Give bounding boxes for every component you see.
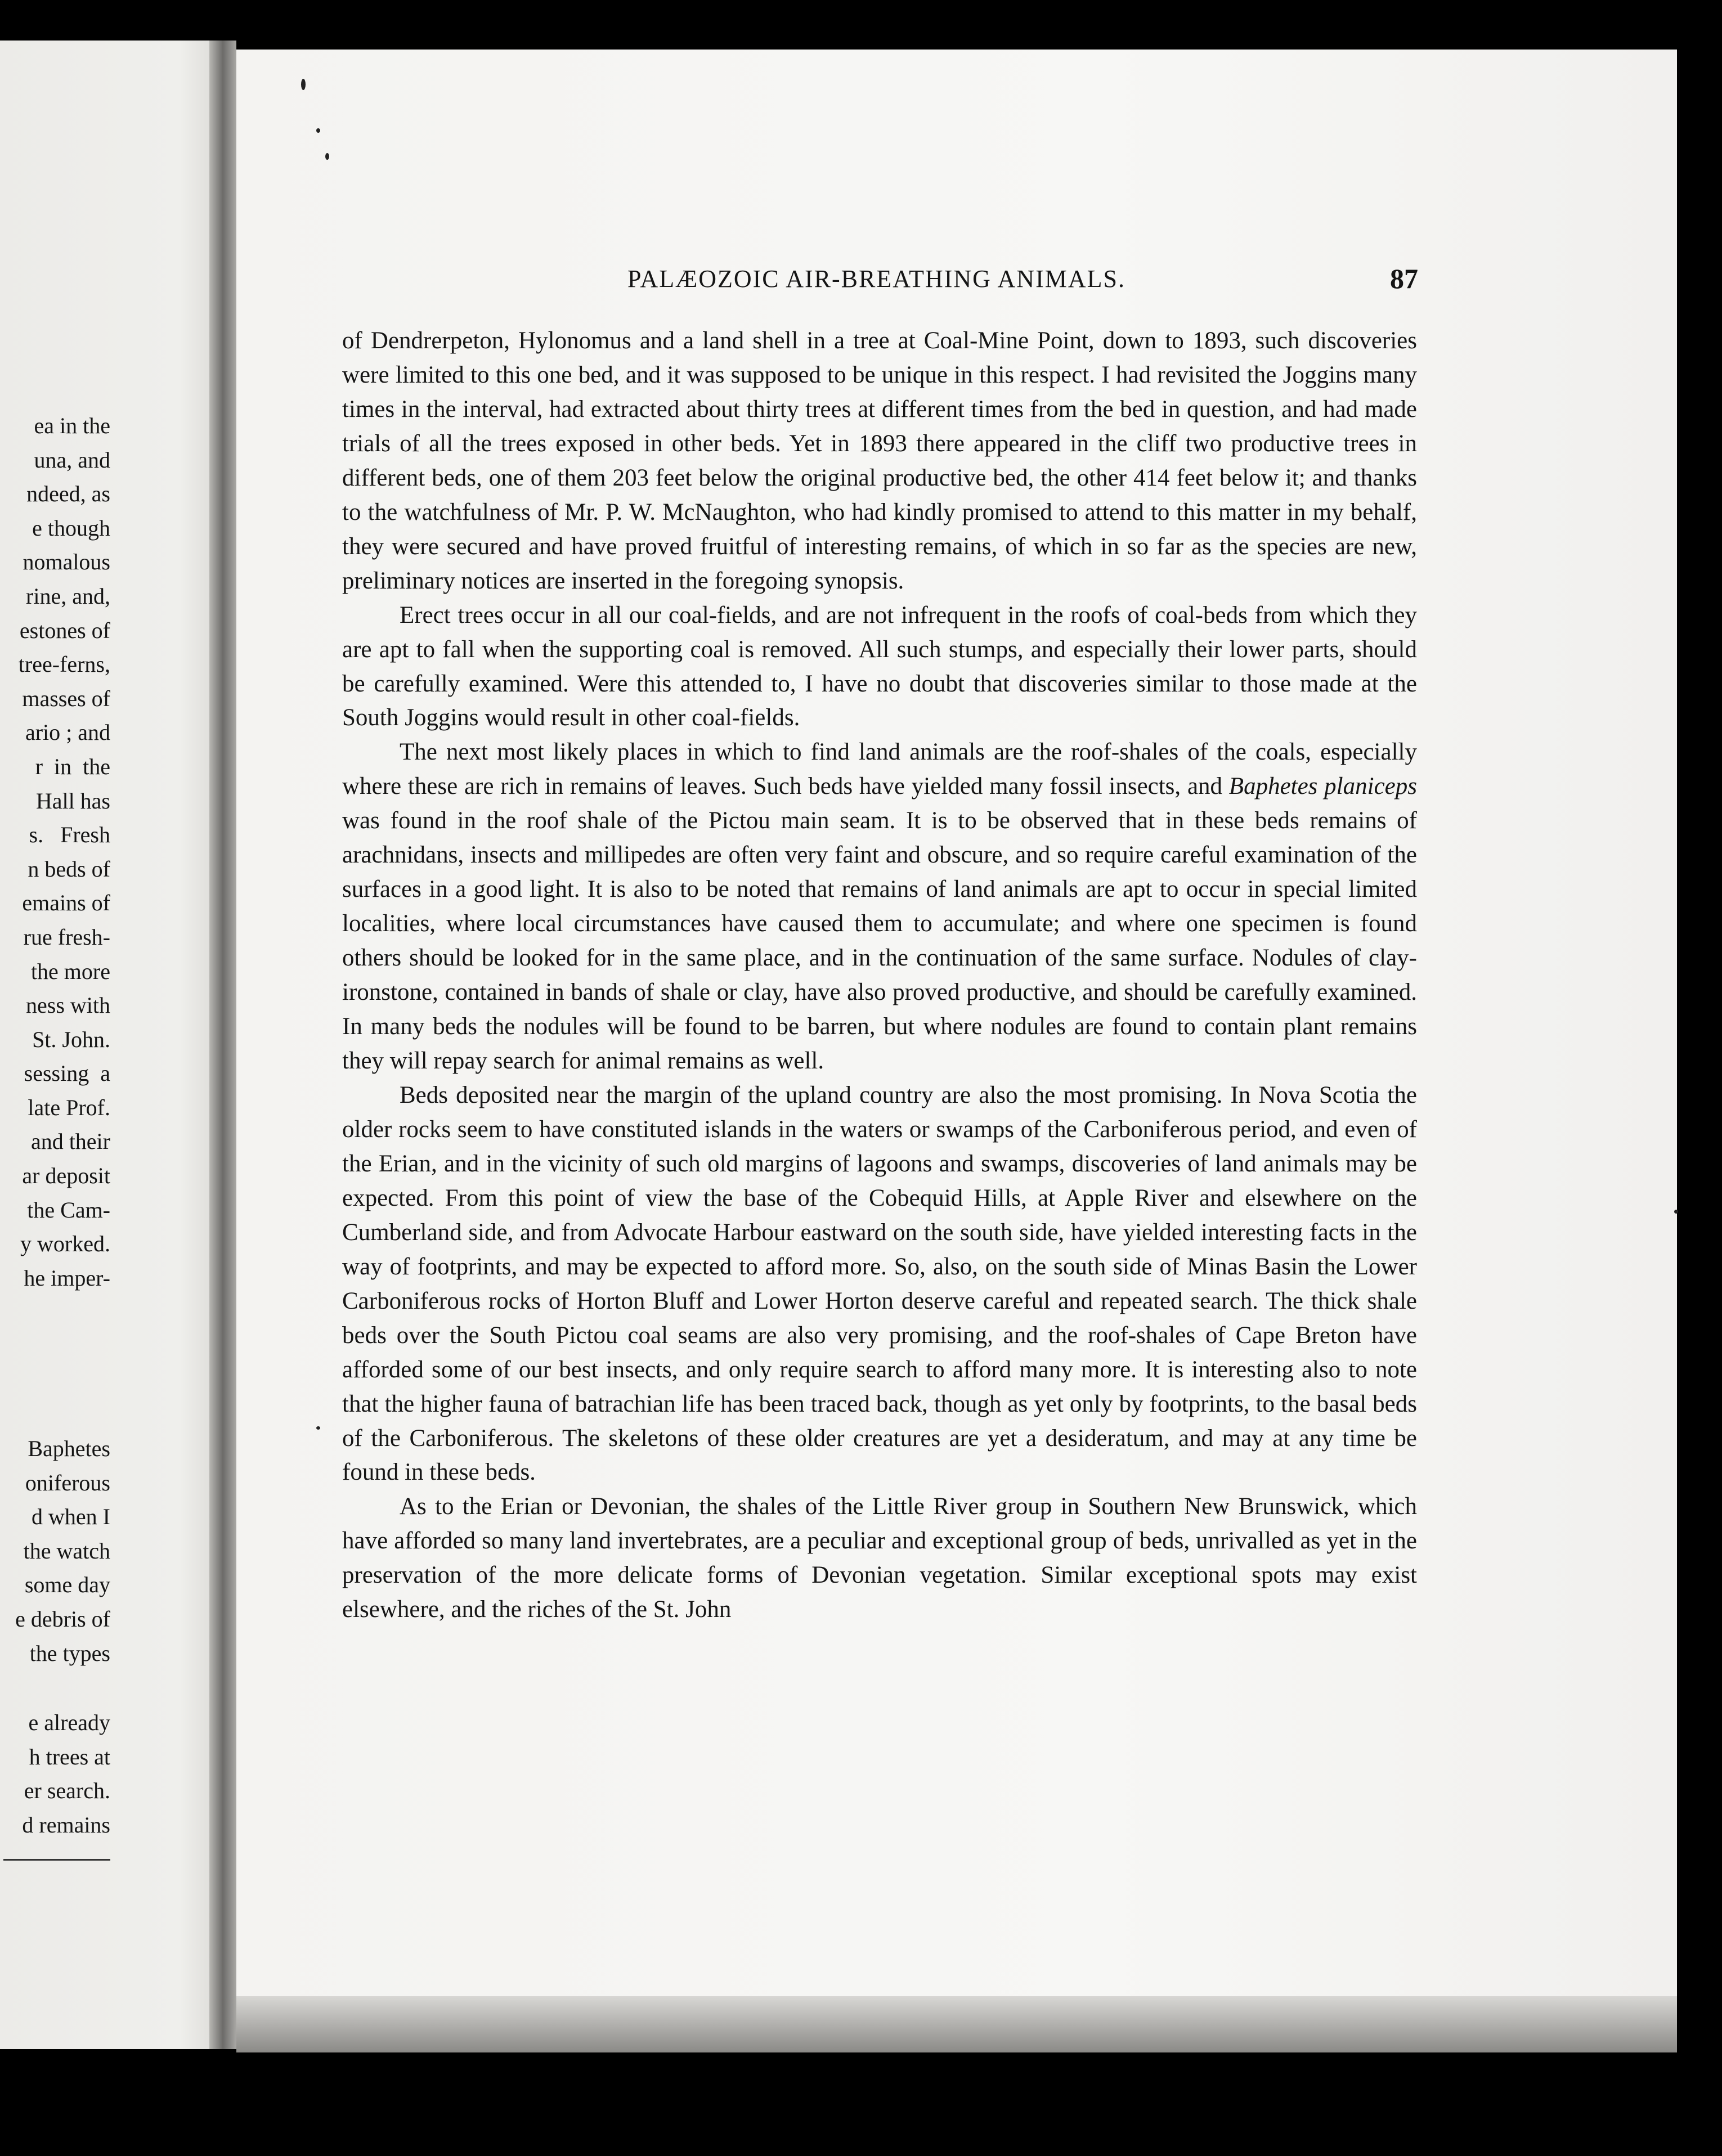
facing-page-text-block-3: e already h trees at er search. d remains: [22, 1710, 110, 1838]
page-number: 87: [1390, 263, 1418, 294]
facing-page: [0, 41, 225, 2049]
scan-speck: [316, 128, 320, 133]
scan-speck: [301, 79, 306, 90]
paragraph-2: Erect trees occur in all our coal-fields, and are not infrequent in the roofs of coal-beds from which they are apt to fall when the supporting coal is removed. All such stumps, and especially their lower parts, should be carefully examined. Were this attended to, I have no doubt that discoveries similar to those made at the South Joggins would result in other coal-fields.: [342, 601, 1417, 731]
body-text: [342, 324, 1417, 1627]
paragraph-3: [342, 735, 1417, 1079]
book-gutter: [209, 41, 236, 2049]
paragraph-5: As to the Erian or Devonian, the shales of the Little River group in Southern New Brunswick, which have afforded so many land invertebrates, are a peculiar and exceptional group of beds, unrivalled as yet in the preservation of the more delicate forms of Devonian vegetation. Similar exceptional spots may exist elsewhere, and the riches of the St. John: [342, 1493, 1417, 1623]
scan-speck: [1674, 1210, 1678, 1214]
paragraph-1: of Dendrerpeton, Hylonomus and a land shell in a tree at Coal-Mine Point, down to 1893, such discoveries were limited to this one bed, and it was supposed to be unique in this respect. I had revisited the Joggins many times in the interval, had extracted about thirty trees at different times from the bed in question, and had made trials of all the trees exposed in other beds. Yet in 1893 there appeared in the cliff two productive trees in different beds, one of them 203 feet below the original productive bed, the other 414 feet below it; and thanks to the watchfulness of Mr. P. W. McNaughton, who had kindly promised to attend to this matter in my behalf, they were secured and have proved fruitful of interesting remains, of which in so far as the species are new, preliminary notices are inserted in the foregoing synopsis.: [342, 327, 1417, 594]
running-head: [335, 264, 1418, 304]
facing-page-rule: [3, 1859, 110, 1861]
scan-speck: [325, 153, 329, 160]
paragraph-3-part-2: was found in the roof shale of the Pictou main seam. It is to be observed that in these beds remains of arachnidans, insects and millipedes are often very faint and obscure, and so require careful examination of the surfaces in a good light. It is also to be noted that remains of land animals are apt to occur in special limited localities, where local circumstances have caused them to accumulate; and where one specimen is found others should be looked for in the same place, and in the continuation of the same surface. Nodules of clay-ironstone, contained in bands of shale or clay, have also proved productive, and should be carefully examined. In many beds the nodules will be found to be barren, but where nodules are found to contain plant remains they will repay search for animal remains as well.: [342, 807, 1417, 1075]
page-bottom-edge: [236, 1996, 1677, 2052]
species-name-italic: Baphetes planiceps: [1228, 773, 1417, 800]
running-title: PALÆOZOIC AIR-BREATHING ANIMALS.: [627, 265, 1125, 293]
facing-page-text-block-1: ea in the una, and ndeed, as e though nomalous rine, and, estones of tree-ferns, masses of ario ; and r in the Hall has s. Fresh n beds of emains of rue fresh- the more ness with St. John. sessing a late Prof. and their ar deposit the Cam- y worked. he imper-: [18, 413, 110, 1291]
facing-page-text-block-2: Baphetes oniferous d when I the watch some day e debris of the types: [15, 1436, 110, 1666]
paragraph-3-part-1: The next most likely places in which to find land animals are the roof-shales of the coals, especially where these are rich in remains of leaves. Such beds have yielded many fossil insects, and: [342, 739, 1417, 800]
scan-speck: [316, 1426, 320, 1430]
paragraph-4: Beds deposited near the margin of the upland country are also the most promising. In Nova Scotia the older rocks seem to have constituted islands in the waters or swamps of the Carboniferous period, and even of the Erian, and in the vicinity of such old margins of lagoons and swamps, discoveries of land animals may be expected. From this point of view the base of the Cobequid Hills, at Apple River and elsewhere on the Cumberland side, and from Advocate Harbour eastward on the south side, have yielded interesting facts in the way of footprints, and may be expected to afford more. So, also, on the south side of Minas Basin the Lower Carboniferous rocks of Horton Bluff and Lower Horton deserve careful and repeated search. The thick shale beds over the South Pictou coal seams are also very promising, and the roof-shales of Cape Breton have afforded some of our best insects, and only require search to afford many more. It is interesting also to note that the higher fauna of batrachian life has been traced back, though as yet only by footprints, to the basal beds of the Carboniferous. The skeletons of these older creatures are yet a desideratum, and may at any time be found in these beds.: [342, 1081, 1417, 1486]
